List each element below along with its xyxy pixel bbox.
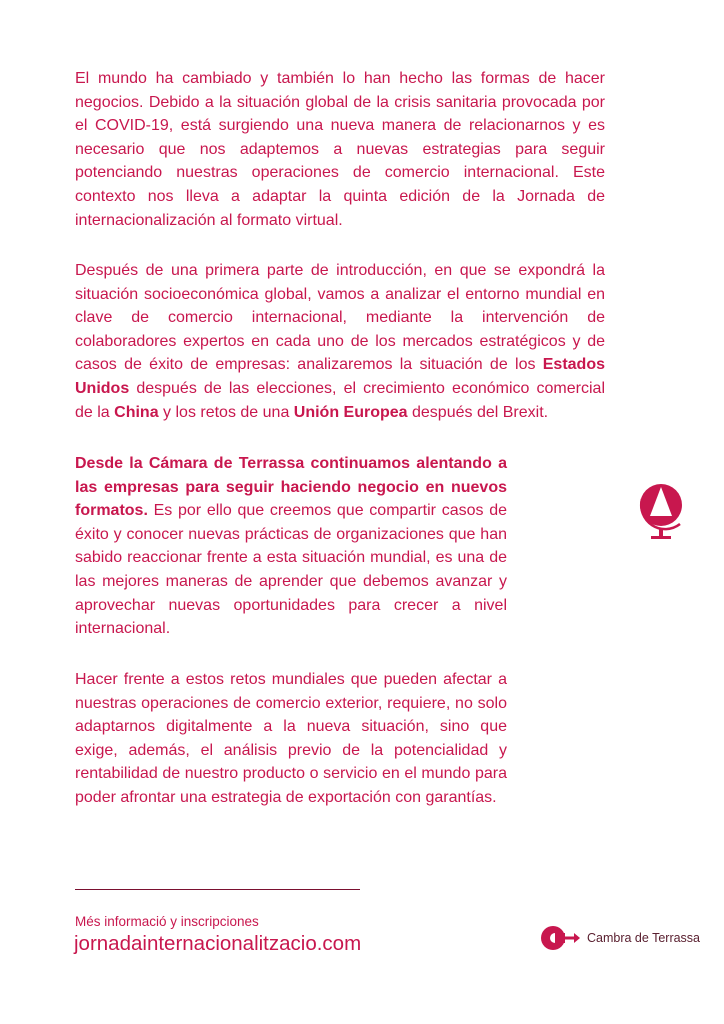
- chamber-paragraph: [75, 452, 507, 641]
- chamber-text: Es por ello que creemos que compartir casos de éxito y conocer nuevas prácticas de organizaciones que han sabido reaccionar frente a esta situación mundial, es una de las mejores maneras de aprender que debemos avanzar y aprovechar nuevas oportunidades para crecer a nivel internacional.: [75, 502, 507, 638]
- agenda-paragraph: [75, 259, 605, 424]
- website-link[interactable]: jornadainternacionalitzacio.com: [74, 932, 362, 955]
- agenda-text-1: Después de una primera parte de introducción, en que se expondrá la situación socioeconómica global, vamos a analizar el entorno mundial en clave de comercio internacional, mediante la intervención de colaboradores expertos en cada uno de los mercados estratégicos y de casos de éxito de empresas: analizaremos la situación de los: [75, 262, 605, 374]
- highlight-eu: Unión Europea: [293, 403, 408, 421]
- agenda-text-2: después de las elecciones, el crecimiento económico comercial de la: [75, 379, 605, 421]
- logo-text: Cambra de Terrassa: [587, 931, 701, 945]
- highlight-usa: Estados Unidos: [75, 356, 605, 397]
- cambra-logo: [540, 924, 700, 952]
- agenda-text-4: después del Brexit.: [407, 403, 549, 421]
- agenda-text-3: y los retos de una: [158, 403, 294, 421]
- highlight-china: China: [114, 403, 159, 421]
- challenges-paragraph: Hacer frente a estos retos mundiales que pueden afectar a nuestras operaciones de comercio exterior, requiere, no solo adaptarnos digitalmente a la nueva situación, sino que exige, además, el análisis previo de la potencialidad y rentabilidad de nuestro producto o servicio en el mundo para poder afrontar una estrategia de exportación con garantías.: [75, 671, 507, 806]
- intro-paragraph: El mundo ha cambiado y también lo han hecho las formas de hacer negocios. Debido a la situación global de la crisis sanitaria provocada por el COVID-19, está surgiendo una nueva manera de relacionarnos y es necesario que nos adaptemos a nuevas estrategias para seguir potenciando nuestras operaciones de comercio internacional. Este contexto nos lleva a adaptar la quinta edición de la Jornada de internacionalización al formato virtual.: [75, 70, 605, 229]
- globe-icon: [636, 480, 688, 542]
- chamber-highlight: Desde la Cámara de Terrassa continuamos alentando a las empresas para seguir haciendo negocio en nuevos formatos.: [75, 455, 507, 520]
- footer-divider: [75, 889, 360, 890]
- info-label: Més informació y inscripciones: [75, 914, 259, 929]
- cambra-logo-icon: [540, 924, 580, 952]
